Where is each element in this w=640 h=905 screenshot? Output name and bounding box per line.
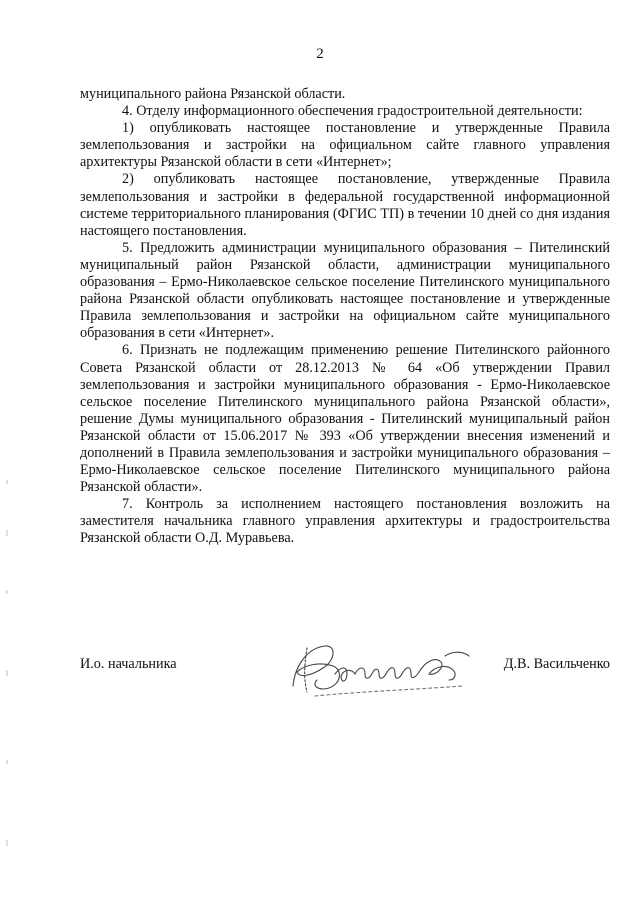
handwritten-signature	[285, 626, 475, 706]
paragraph-item-7: 7. Контроль за исполнением настоящего постановления возложить на заместителя начальника главного управления архитектуры и градостроительства Рязанской области О.Д. Муравьева.	[80, 496, 610, 547]
signatory-title: И.о. начальника	[80, 656, 177, 672]
page-number: 2	[316, 46, 324, 62]
paragraph-item-6: 6. Признать не подлежащим применению решение Пителинского районного Совета Рязанской области от 28.12.2013 № 64 «Об утверждении Правил землепользования и застройки муниципального образования - Ермо-Николаевское сельское поселение Пителинского муниципального района Рязанской области», решение Думы муниципального образования - Пителинский муниципальный район Рязанской области от 15.06.2017 № 393 «Об утверждении внесения изменений и дополнений в Правила землепользования и застройки муниципального образования – Ермо-Николаевское сельское поселение Пителинского муниципального района Рязанской области».	[80, 342, 610, 496]
paragraph-item-5: 5. Предложить администрации муниципального образования – Пителинский муниципальный район Рязанской области, администрации муниципального образования – Ермо-Николаевское сельское поселение Пителинского муниципального района Рязанской области опубликовать настоящее постановление и утвержденные Правила землепользования и застройки на официальном сайте муниципального образования в сети «Интернет».	[80, 239, 610, 342]
scan-edge-marks	[3, 470, 11, 870]
paragraph-item-4-1: 1) опубликовать настоящее постановление и утвержденные Правила землепользования и застройки на официальном сайте главного управления архитектуры Рязанской области в сети «Интернет»;	[80, 120, 610, 171]
paragraph-item-4: 4. Отделу информационного обеспечения градостроительной деятельности:	[122, 103, 583, 120]
document-body	[80, 86, 610, 548]
paragraph-item-4-2: 2) опубликовать настоящее постановление, утвержденные Правила землепользования и застройки в федеральной государственной информационной системе территориального планирования (ФГИС ТП) в течении 10 дней со дня издания настоящего постановления.	[80, 171, 610, 239]
signatory-name: Д.В. Васильченко	[503, 656, 610, 672]
paragraph-continuation: муниципального района Рязанской области.	[80, 86, 346, 102]
signature-block	[80, 648, 610, 708]
